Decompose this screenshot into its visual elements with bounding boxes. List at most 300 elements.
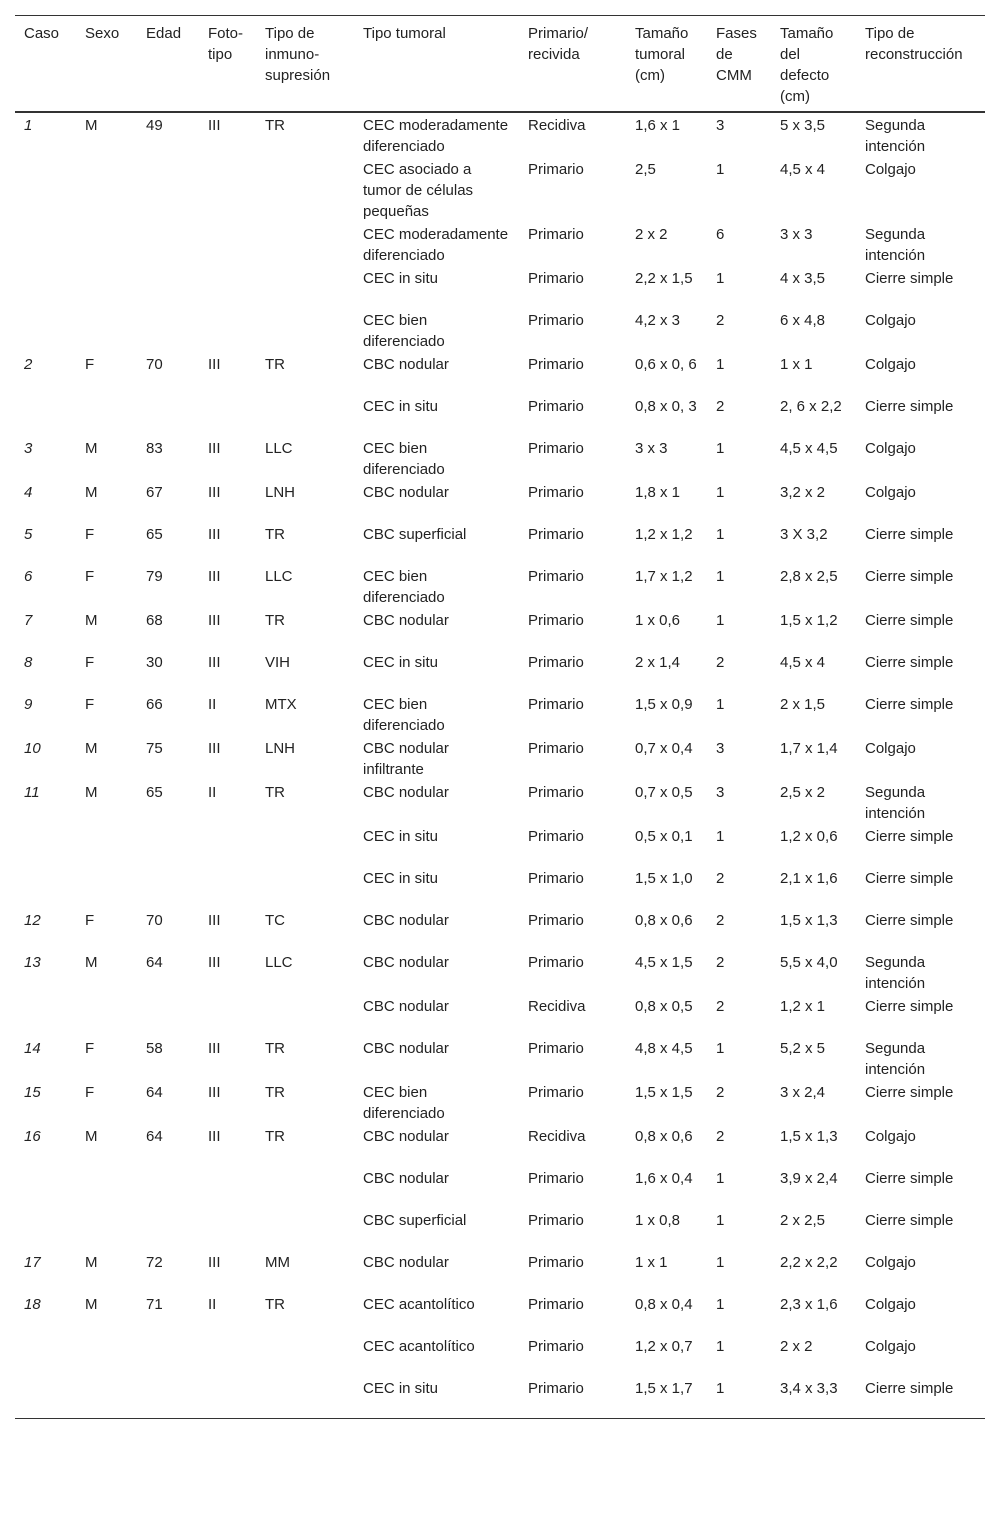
table-cell: LNH <box>265 740 296 757</box>
table-cell: 1,6 x 0,4 <box>635 1170 693 1187</box>
table-cell: Primario <box>528 870 584 887</box>
table-cell: F <box>85 1040 95 1057</box>
table-cell: 3 x 3 <box>635 440 668 457</box>
table-cell: 2 <box>716 1084 725 1101</box>
table-cell: TR <box>265 1040 285 1057</box>
case-number-cell <box>15 1376 76 1418</box>
table-cell: CEC bien diferenciado <box>363 696 445 734</box>
table-cell: 6 <box>716 226 725 243</box>
table-cell: 2 <box>716 998 725 1015</box>
table-cell: Recidiva <box>528 1128 586 1145</box>
table-cell: 1,7 x 1,4 <box>780 740 838 757</box>
table-row <box>15 1166 985 1208</box>
table-cell <box>137 866 199 908</box>
table-cell: CBC nodular <box>363 1170 449 1187</box>
table-cell <box>256 157 354 222</box>
table-cell: Primario <box>528 526 584 543</box>
table-cell: 2,5 <box>635 161 656 178</box>
table-cell <box>137 222 199 266</box>
table-cell <box>137 308 199 352</box>
table-cell: III <box>208 1128 221 1145</box>
table-cell: 1,5 x 1,3 <box>780 1128 838 1145</box>
table-cell: Primario <box>528 696 584 713</box>
table-cell <box>199 394 256 436</box>
table-cell: Primario <box>528 1296 584 1313</box>
table-cell <box>256 994 354 1036</box>
table-cell: 4,5 x 4 <box>780 161 826 178</box>
table-cell <box>76 866 137 908</box>
table-cell: 1 <box>716 161 725 178</box>
table-cell: Primario <box>528 1170 584 1187</box>
table-cell: 79 <box>146 568 163 585</box>
table-cell: CBC nodular infiltrante <box>363 740 449 778</box>
case-number-cell: 17 <box>24 1254 41 1271</box>
table-cell: CEC in situ <box>363 870 439 887</box>
table-cell: 0,8 x 0,5 <box>635 998 693 1015</box>
table-cell: Cierre simple <box>865 870 954 887</box>
table-cell: 2 x 1,4 <box>635 654 681 671</box>
column-header: Fases de CMM <box>716 25 757 84</box>
table-cell: M <box>85 484 98 501</box>
case-number-cell: 6 <box>24 568 33 585</box>
table-cell: 1,2 x 0,6 <box>780 828 838 845</box>
table-cell: 1,2 x 0,7 <box>635 1338 693 1355</box>
table-cell: Cierre simple <box>865 696 954 713</box>
table-cell: Colgajo <box>865 440 916 457</box>
table-cell: 1,5 x 1,5 <box>635 1084 693 1101</box>
table-cell <box>137 1376 199 1418</box>
table-body <box>15 112 985 1418</box>
table-cell: 1 <box>716 1380 725 1397</box>
table-cell: 67 <box>146 484 163 501</box>
table-cell: 4,2 x 3 <box>635 312 681 329</box>
table-cell: III <box>208 912 221 929</box>
table-cell: III <box>208 568 221 585</box>
table-cell: TR <box>265 1128 285 1145</box>
table-cell: F <box>85 526 95 543</box>
table-cell: M <box>85 1296 98 1313</box>
case-number-cell: 5 <box>24 526 33 543</box>
table-cell: 0,5 x 0,1 <box>635 828 693 845</box>
case-number-cell: 2 <box>24 356 33 373</box>
table-cell: F <box>85 912 95 929</box>
table-cell <box>199 222 256 266</box>
table-row <box>15 480 985 522</box>
table-cell <box>76 266 137 308</box>
table-cell: 1 <box>716 1212 725 1229</box>
table-row <box>15 1376 985 1418</box>
table-cell: LLC <box>265 954 293 971</box>
table-cell <box>199 308 256 352</box>
table-cell: 71 <box>146 1296 163 1313</box>
table-cell: 2 x 2,5 <box>780 1212 826 1229</box>
table-cell: III <box>208 440 221 457</box>
table-cell: CEC bien diferenciado <box>363 312 445 350</box>
case-number-cell: 12 <box>24 912 41 929</box>
table-cell <box>76 1166 137 1208</box>
table-cell: 2 <box>716 912 725 929</box>
column-header: Tipo de reconstrucción <box>865 25 963 63</box>
table-cell: Cierre simple <box>865 828 954 845</box>
case-number-cell: 18 <box>24 1296 41 1313</box>
table-cell: Colgajo <box>865 161 916 178</box>
table-cell: 3,4 x 3,3 <box>780 1380 838 1397</box>
case-number-cell: 8 <box>24 654 33 671</box>
table-cell: 70 <box>146 356 163 373</box>
table-cell: CBC nodular <box>363 998 449 1015</box>
case-number-cell: 13 <box>24 954 41 971</box>
table-cell: 2 x 2 <box>635 226 668 243</box>
table-cell: 3,2 x 2 <box>780 484 826 501</box>
table-cell: CBC nodular <box>363 1040 449 1057</box>
table-cell: Primario <box>528 270 584 287</box>
table-cell: 4 x 3,5 <box>780 270 826 287</box>
table-cell: Cierre simple <box>865 654 954 671</box>
table-cell: F <box>85 696 95 713</box>
table-cell: Recidiva <box>528 117 586 134</box>
table-cell <box>256 266 354 308</box>
table-cell: 0,8 x 0,6 <box>635 912 693 929</box>
table-cell <box>199 824 256 866</box>
table-cell: III <box>208 526 221 543</box>
table-cell: 68 <box>146 612 163 629</box>
table-cell: M <box>85 117 98 134</box>
table-cell <box>137 824 199 866</box>
table-cell: Primario <box>528 1040 584 1057</box>
table-cell: 4,5 x 1,5 <box>635 954 693 971</box>
table-cell: 3 <box>716 784 725 801</box>
table-cell <box>137 157 199 222</box>
table-cell: III <box>208 740 221 757</box>
table-cell <box>76 1376 137 1418</box>
table-cell: 4,5 x 4,5 <box>780 440 838 457</box>
table-cell: 1,6 x 1 <box>635 117 681 134</box>
table-cell: 1 <box>716 526 725 543</box>
table-cell: III <box>208 1040 221 1057</box>
table-cell: M <box>85 1254 98 1271</box>
table-cell: 1,5 x 1,3 <box>780 912 838 929</box>
table-cell: 2 <box>716 870 725 887</box>
table-cell <box>256 1376 354 1418</box>
table-row <box>15 564 985 608</box>
table-cell: Colgajo <box>865 312 916 329</box>
table-row <box>15 950 985 994</box>
table-cell: Primario <box>528 440 584 457</box>
column-header: Primario/ recivida <box>528 25 589 63</box>
table-cell: 1 <box>716 484 725 501</box>
table-cell: 1 x 1 <box>780 356 813 373</box>
table-cell: Colgajo <box>865 356 916 373</box>
table-cell <box>76 1334 137 1376</box>
case-number-cell <box>15 994 76 1036</box>
table-cell: 3 x 3 <box>780 226 813 243</box>
case-number-cell: 4 <box>24 484 33 501</box>
table-cell: MM <box>265 1254 290 1271</box>
table-cell <box>76 1208 137 1250</box>
table-cell: TR <box>265 1084 285 1101</box>
table-cell: 1 <box>716 1338 725 1355</box>
table-cell: F <box>85 356 95 373</box>
table-cell: Colgajo <box>865 1296 916 1313</box>
table-cell: 3 X 3,2 <box>780 526 828 543</box>
table-cell: 1 <box>716 440 725 457</box>
table-cell <box>137 1166 199 1208</box>
table-cell <box>199 1166 256 1208</box>
table-cell: Primario <box>528 654 584 671</box>
table-cell: 30 <box>146 654 163 671</box>
table-cell: F <box>85 1084 95 1101</box>
table-cell: M <box>85 612 98 629</box>
table-cell: 49 <box>146 117 163 134</box>
table-cell: 1 <box>716 696 725 713</box>
case-number-cell <box>15 157 76 222</box>
table-cell: TR <box>265 356 285 373</box>
case-number-cell: 9 <box>24 696 33 713</box>
column-header: Tamaño del defecto (cm) <box>780 25 834 105</box>
table-row <box>15 1208 985 1250</box>
table-cell: M <box>85 740 98 757</box>
table-cell: Primario <box>528 740 584 757</box>
column-header: Foto- tipo <box>208 25 244 63</box>
table-cell: TR <box>265 784 285 801</box>
table-cell <box>256 1166 354 1208</box>
column-header: Tamaño tumoral (cm) <box>635 25 689 84</box>
table-row <box>15 608 985 650</box>
table-cell: CBC nodular <box>363 356 449 373</box>
table-cell: CEC acantolítico <box>363 1338 475 1355</box>
table-cell: Segunda intención <box>865 117 926 155</box>
table-cell: III <box>208 1254 221 1271</box>
case-number-cell <box>15 222 76 266</box>
table-row <box>15 352 985 394</box>
table-cell: 1 <box>716 1040 725 1057</box>
table-cell: 2 <box>716 1128 725 1145</box>
table-cell: Primario <box>528 312 584 329</box>
table-cell <box>256 866 354 908</box>
table-cell: Cierre simple <box>865 1084 954 1101</box>
table-cell: TR <box>265 1296 285 1313</box>
table-cell: Primario <box>528 484 584 501</box>
table-cell: 0,8 x 0,6 <box>635 1128 693 1145</box>
table-cell: Cierre simple <box>865 270 954 287</box>
table-cell: III <box>208 1084 221 1101</box>
table-cell: 1 <box>716 1296 725 1313</box>
table-cell: Cierre simple <box>865 526 954 543</box>
table-row <box>15 866 985 908</box>
table-cell <box>256 824 354 866</box>
table-row <box>15 824 985 866</box>
table-cell: 5 x 3,5 <box>780 117 826 134</box>
table-cell: MTX <box>265 696 297 713</box>
table-cell: 1,2 x 1,2 <box>635 526 693 543</box>
table-cell: Primario <box>528 568 584 585</box>
table-cell: 3 <box>716 117 725 134</box>
table-cell: 2 <box>716 654 725 671</box>
table-cell: Recidiva <box>528 998 586 1015</box>
table-cell: 1 <box>716 1254 725 1271</box>
table-cell <box>137 1334 199 1376</box>
table-cell: 1 <box>716 270 725 287</box>
table-row <box>15 1334 985 1376</box>
table-cell: 2,8 x 2,5 <box>780 568 838 585</box>
table-cell: Cierre simple <box>865 998 954 1015</box>
column-header: Edad <box>146 25 182 42</box>
table-row <box>15 780 985 824</box>
table-cell: 2,3 x 1,6 <box>780 1296 838 1313</box>
table-cell: 1 <box>716 568 725 585</box>
table-cell: 1,5 x 1,0 <box>635 870 693 887</box>
table-cell: CEC moderadamente diferenciado <box>363 226 509 264</box>
table-cell: CBC nodular <box>363 912 449 929</box>
table-cell: CBC superficial <box>363 1212 467 1229</box>
table-row <box>15 692 985 736</box>
table-cell: 2 <box>716 398 725 415</box>
table-cell: III <box>208 356 221 373</box>
table-cell: III <box>208 612 221 629</box>
table-cell: LLC <box>265 440 293 457</box>
table-cell: Colgajo <box>865 1338 916 1355</box>
table-cell <box>137 394 199 436</box>
table-cell: LNH <box>265 484 296 501</box>
table-cell: LLC <box>265 568 293 585</box>
table-cell: Primario <box>528 161 584 178</box>
table-cell <box>199 266 256 308</box>
table-cell: III <box>208 117 221 134</box>
table-cell: CEC in situ <box>363 654 439 671</box>
table-cell: 1,5 x 1,7 <box>635 1380 693 1397</box>
table-cell: 1 <box>716 356 725 373</box>
table-cell: CEC asociado a tumor de células pequeñas <box>363 161 474 220</box>
table-cell: 64 <box>146 1128 163 1145</box>
table-cell: 2 <box>716 312 725 329</box>
table-cell: 3 x 2,4 <box>780 1084 826 1101</box>
table-cell: CEC in situ <box>363 828 439 845</box>
table-cell <box>76 157 137 222</box>
table-cell: II <box>208 696 217 713</box>
case-number-cell: 3 <box>24 440 33 457</box>
table-row <box>15 650 985 692</box>
table-cell: CEC moderadamente diferenciado <box>363 117 509 155</box>
column-header: Tipo tumoral <box>363 25 446 42</box>
table-row <box>15 1250 985 1292</box>
case-table <box>15 15 985 1419</box>
table-cell: Primario <box>528 226 584 243</box>
table-cell: Primario <box>528 398 584 415</box>
table-cell: CEC acantolítico <box>363 1296 475 1313</box>
table-cell <box>199 157 256 222</box>
table-cell: Cierre simple <box>865 1380 954 1397</box>
case-number-cell: 14 <box>24 1040 41 1057</box>
table-cell: CEC bien diferenciado <box>363 568 445 606</box>
case-number-cell: 10 <box>24 740 41 757</box>
table-cell: 4,8 x 4,5 <box>635 1040 693 1057</box>
table-row <box>15 436 985 480</box>
table-row <box>15 908 985 950</box>
table-cell <box>76 394 137 436</box>
table-cell: 2, 6 x 2,2 <box>780 398 842 415</box>
table-cell: 83 <box>146 440 163 457</box>
table-cell: 2,5 x 2 <box>780 784 826 801</box>
table-cell <box>256 1334 354 1376</box>
table-cell: 65 <box>146 526 163 543</box>
table-row <box>15 308 985 352</box>
table-cell: 1 x 0,8 <box>635 1212 681 1229</box>
table-cell: 2 x 1,5 <box>780 696 826 713</box>
table-cell: VIH <box>265 654 291 671</box>
table-cell: CEC in situ <box>363 270 439 287</box>
table-cell: 0,6 x 0, 6 <box>635 356 697 373</box>
table-cell: 2,1 x 1,6 <box>780 870 838 887</box>
table-cell: CEC bien diferenciado <box>363 1084 445 1122</box>
case-number-cell <box>15 308 76 352</box>
table-cell: 0,8 x 0, 3 <box>635 398 697 415</box>
table-cell: TC <box>265 912 285 929</box>
table-cell <box>199 994 256 1036</box>
table-cell: M <box>85 1128 98 1145</box>
case-number-cell: 1 <box>24 117 33 134</box>
table-cell: Primario <box>528 1338 584 1355</box>
table-cell: 2,2 x 1,5 <box>635 270 693 287</box>
table-cell: 2,2 x 2,2 <box>780 1254 838 1271</box>
table-cell: M <box>85 440 98 457</box>
case-number-cell: 7 <box>24 612 33 629</box>
table-cell: Primario <box>528 912 584 929</box>
table-cell: 2 x 2 <box>780 1338 813 1355</box>
table-cell: CBC nodular <box>363 612 449 629</box>
table-cell: TR <box>265 117 285 134</box>
table-cell <box>256 222 354 266</box>
table-cell: 1 x 1 <box>635 1254 668 1271</box>
table-cell: 0,7 x 0,4 <box>635 740 693 757</box>
table-row <box>15 1292 985 1334</box>
table-cell: CBC superficial <box>363 526 467 543</box>
table-cell: 64 <box>146 1084 163 1101</box>
table-cell: 0,7 x 0,5 <box>635 784 693 801</box>
table-cell: Cierre simple <box>865 612 954 629</box>
table-cell: Colgajo <box>865 1128 916 1145</box>
table-cell: Primario <box>528 1254 584 1271</box>
table-row <box>15 1124 985 1166</box>
table-cell: Primario <box>528 828 584 845</box>
case-number-cell: 11 <box>24 784 40 801</box>
table-cell: CBC nodular <box>363 954 449 971</box>
table-row <box>15 112 985 157</box>
table-cell: II <box>208 1296 217 1313</box>
table-cell: CBC nodular <box>363 1254 449 1271</box>
case-number-cell <box>15 266 76 308</box>
table-cell: III <box>208 484 221 501</box>
table-cell: Cierre simple <box>865 568 954 585</box>
case-number-cell <box>15 866 76 908</box>
table-cell <box>199 1334 256 1376</box>
table-cell: Colgajo <box>865 1254 916 1271</box>
table-cell: 1,5 x 0,9 <box>635 696 693 713</box>
table-row <box>15 522 985 564</box>
table-cell <box>256 1208 354 1250</box>
column-header: Caso <box>24 25 60 42</box>
table-cell: Cierre simple <box>865 1170 954 1187</box>
table-row <box>15 1080 985 1124</box>
table-row <box>15 222 985 266</box>
table-cell: 3 <box>716 740 725 757</box>
table-cell: Segunda intención <box>865 1040 926 1078</box>
table-cell <box>199 1376 256 1418</box>
table-cell <box>199 866 256 908</box>
table-cell <box>137 994 199 1036</box>
table-cell: II <box>208 784 217 801</box>
table-cell <box>199 1208 256 1250</box>
table-cell: M <box>85 954 98 971</box>
